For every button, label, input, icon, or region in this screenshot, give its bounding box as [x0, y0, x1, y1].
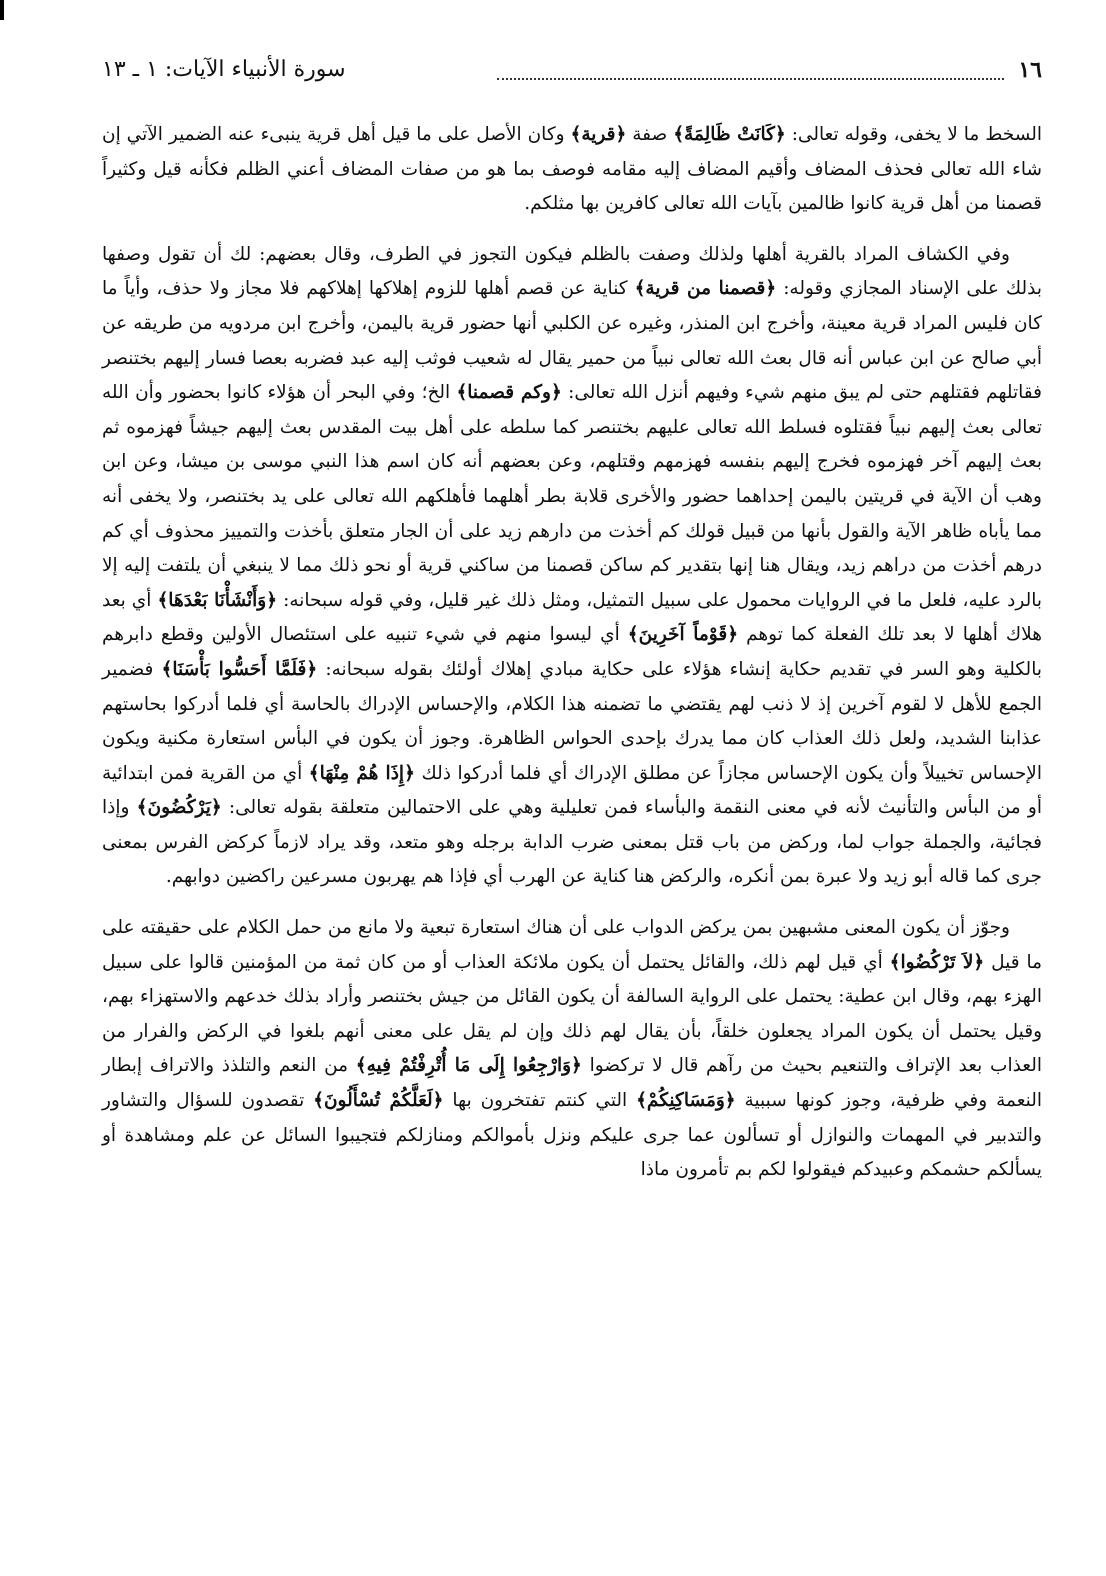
page-number: ١٦ — [1018, 57, 1042, 83]
paragraph — [102, 238, 1042, 895]
text-run: وكان الأصل على ما قيل أهل قرية ينبىء عنه الضمير الآتي إن شاء الله تعالى فحذف المضاف وأقيم المضاف إليه مقامه فوصف بما هو من صفات المضاف أعني الظلم فكأنه قيل وكثيراً قصمنا من أهل قرية كانوا ظالمين بآيات الله تعالى كافرين بها مثلكم. — [102, 124, 1042, 215]
text-run: أي قيل لهم ذلك، والقائل يحتمل أن يكون ملائكة العذاب أو من كان ثمة من المؤمنين قالوا على سبيل الهزء بهم، وقال ابن عطية: يحتمل على الرواية السالفة أن يكون القائل من جيش بختنصر وأراد بذلك خدعهم والاستهزاء بهم، وقيل يحتمل أن يكون المراد يجعلون خلقاً، بأن يقال لهم ذلك وإن لم يقل على معنى أنهم بلغوا في الركض والفرار من العذاب بعد الإتراف والتنعيم بحيث من رآهم قال لا تركضوا — [102, 951, 1042, 1077]
text-run: السخط ما لا يخفى، وقوله تعالى: — [785, 124, 1042, 145]
quran-quote: ﴿لَعَلَّكُمْ تُسْأَلُونَ﴾ — [313, 1090, 444, 1112]
text-run: من النعم والتلذذ والاتراف إبطار النعمة وفي ظرفية، وجوز كونها سببية — [102, 1055, 1042, 1112]
text-run: فضمير الجمع للأهل لا لقوم آخرين إذ لا ذنب لهم يقتضي ما تضمنه هذا الكلام، والإحساس الإدراك بالحاسة أي فلما أدركوا بحاستهم عذابنا الشديد، ولعل ذلك العذاب كان مما يدرك بإحدى الحواس الظاهرة. وجوز أن يكون في البأس استعارة مكنية ويكون الإحساس تخييلاً وأن يكون الإحساس مجازاً عن مطلق الإدراك أي فلما أدركوا ذلك — [102, 658, 1043, 784]
text-run: أي ليسوا منهم في شيء تنبيه على استئصال الأولين وقطع دابرهم بالكلية وهو السر في تقديم حكاية إنشاء هؤلاء على حكاية مبادي إهلاك أولئك بقوله سبحانه: — [102, 624, 1042, 680]
main-text — [102, 118, 1042, 1188]
quran-quote: ﴿إِذَا هُمْ مِنْهَا﴾ — [308, 762, 415, 784]
text-run: وإذا فجائية، والجملة جواب لما، وركض من باب قتل بمعنى ضرب الدابة برجله وهو متعد، وقد يراد لازماً كركض الفرس بمعنى جرى كما قاله أبو زيد ولا عبرة بمن أنكره، والركض هنا كناية عن الهرب أي فإذا هم يهربون مسرعين راكضين دوابهم. — [102, 797, 1042, 888]
text-run: وفي الكشاف المراد بالقرية أهلها ولذلك وصفت بالظلم فيكون التجوز في الطرف، وقال بعضهم: لك أن تقول وصفها بذلك على الإسناد المجازي وقوله: — [102, 243, 1042, 300]
paragraph — [102, 118, 1042, 222]
quran-quote: ﴿لاَ تَرْكُضُوا﴾ — [889, 951, 985, 973]
page-edge-mark — [0, 0, 4, 20]
quran-quote: ﴿وَأَنْشَأْنَا بَعْدَهَا﴾ — [157, 589, 278, 611]
text-run: صفة — [626, 124, 674, 145]
text-run: كناية عن قصم أهلها للزوم إهلاكها إهلاكهم فلا مجاز ولا حذف، وأياً ما كان فليس المراد قرية معينة، وأخرج ابن المنذر، وغيره عن الكلبي أنها حضور قرية باليمن، وأخرج ابن مردويه من طريقه عن أبي صالح عن ابن عباس أنه قال بعث الله تعالى نبياً من حمير يقال له شعيب فوثب إليه عبد فضربه بعصا فسار إليهم بختنصر فقاتلهم فقتلهم حتى لم يبق منهم شيء وفيهم أنزل الله تعالى: — [102, 278, 1042, 404]
text-run: أي من القرية فمن ابتدائية أو من البأس والتأنيث لأنه في معنى النقمة والبأساء فمن تعليلية وهي على الاحتمالين متعلقة بقوله تعالى: — [102, 762, 1042, 819]
quran-quote: ﴿قصمنا من قرية﴾ — [634, 278, 777, 300]
text-run: وجوّز أن يكون المعنى مشبهين بمن يركض الدواب على أن هناك استعارة تبعية ولا مانع من حمل الكلام على حقيقته على ما قيل — [102, 917, 1042, 973]
text-run: أي بعد هلاك أهلها لا بعد تلك الفعلة كما توهم — [102, 589, 1042, 646]
quran-quote: ﴿فَلَمَّا أَحَسُّوا بَأْسَنَا﴾ — [161, 658, 318, 680]
paragraph — [102, 911, 1042, 1188]
quran-quote: ﴿قَوْماً آخَرِينَ﴾ — [627, 624, 739, 646]
header-dot-leader — [497, 62, 1004, 80]
quran-quote: ﴿وَمَسَاكِنِكُمْ﴾ — [636, 1090, 736, 1112]
quran-quote: ﴿قرية﴾ — [570, 124, 627, 145]
running-title: سورة الأنبياء الآيات: ١ ـ ١٣ — [102, 57, 346, 82]
quran-quote: ﴿وكم قصمنا﴾ — [456, 382, 562, 404]
quran-quote: ﴿يَرْكُضُونَ﴾ — [136, 797, 222, 819]
text-run: الخ؛ وفي البحر أن هؤلاء كانوا بحضور وأن الله تعالى بعث إليهم نبياً فقتلوه فسلط الله تعالى عليهم بختنصر كما سلطه على أهل بيت المقدس بعث إليهم جيشاً فهزموه ثم بعث إليهم آخر فهزموه فخرج إليهم بنفسه فهزمهم وقتلهم، وعن بعضهم أنه كان اسم هذا النبي موسى بن ميشا، وعن ابن وهب أن الآية في قريتين باليمن إحداهما حضور والأخرى قلابة بطر أهلهما فأهلكهم الله تعالى على يد بختنصر، ولا يخفى أنه مما يأباه ظاهر الآية والقول بأنها من قبيل قولك كم أخذت من دارهم زيد على أن الجار متعلق بأخذت والتمييز محذوف أي كم درهم أخذت من دراهم زيد، ويقال هنا إنها بتقدير كم ساكن قصمنا من ساكني قرية أو نحو ذلك مما لا ينبغي أن يلتفت إليه إلا بالرد عليه، فلعل ما في الروايات محمول على سبيل التمثيل، ومثل ذلك غير قليل، وفي قوله سبحانه: — [102, 382, 1042, 611]
running-header — [102, 52, 1042, 88]
text-run: التي كنتم تفتخرون بها — [443, 1090, 637, 1112]
quran-quote: ﴿وَارْجِعُوا إِلَى مَا أُتْرِفْتُمْ فِيهِ﴾ — [355, 1055, 582, 1077]
quran-quote: ﴿كَانَتْ ظَالِمَةً﴾ — [673, 124, 786, 145]
text-run: تقصدون للسؤال والتشاور والتدبير في المهمات والنوازل أو تسألون عما جرى عليكم ونزل بأموالكم ومنازلكم فتجيبوا السائل عن علم ومشاهدة أو يسألكم حشمكم وعبيدكم فيقولوا لكم بم تأمرون ماذا — [102, 1090, 1042, 1181]
